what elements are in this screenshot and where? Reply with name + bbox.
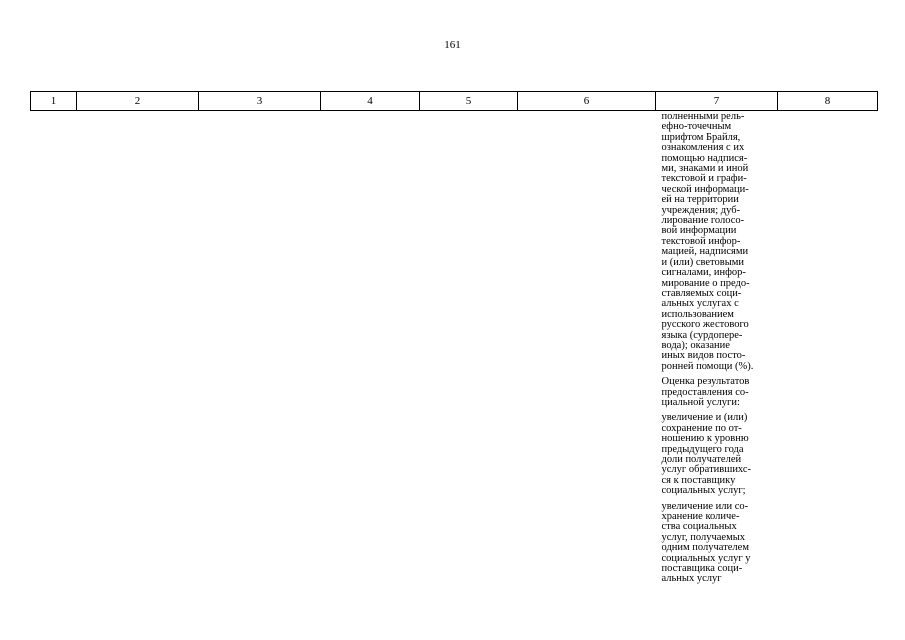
cell-col-4 — [321, 111, 420, 590]
text-line: иных видов посто- — [661, 350, 746, 362]
text-line: услуг обратившихс- — [661, 464, 752, 476]
column-header-6: 6 — [518, 92, 656, 111]
cell-col-3 — [199, 111, 321, 590]
text-line: вода); оказание — [661, 339, 730, 351]
cell-col-1 — [31, 111, 77, 590]
text-line: ческой информаци- — [661, 183, 749, 195]
text-line: поставщика соци- — [661, 563, 743, 575]
text-line: ся к поставщику — [661, 474, 736, 486]
cell-col-2 — [77, 111, 199, 590]
text-line: использованием — [661, 308, 734, 320]
text-line: ношению к уровню — [661, 433, 749, 445]
text-line: доли получателей — [661, 454, 742, 465]
text-line: русского жестового — [661, 319, 749, 331]
text-line: и (или) световыми — [661, 256, 745, 268]
cell-col-5 — [420, 111, 518, 590]
text-line: ства социальных — [661, 521, 737, 533]
text-line: помощью надпися- — [661, 152, 748, 164]
text-line: ознакомления с их — [661, 142, 745, 154]
text-line: языка (сурдопере- — [661, 329, 743, 341]
text-line: мацией, надписями — [661, 246, 749, 258]
text-line: лирование голосо- — [661, 215, 745, 227]
column-header-7: 7 — [656, 92, 778, 111]
column-7-paragraph — [662, 377, 776, 408]
page-number: 161 — [444, 39, 461, 51]
text-line: ми, знаками и иной — [661, 163, 749, 175]
text-line: предыдущего года — [661, 443, 744, 455]
text-line: альных услугах с — [661, 298, 739, 310]
text-line: социальных услуг; — [661, 485, 746, 497]
text-line: текстовой инфор- — [661, 235, 741, 247]
column-header-1: 1 — [31, 92, 77, 111]
text-line: увеличение и (или) — [661, 412, 748, 424]
text-line: одним получателем — [661, 542, 749, 554]
text-line: ставляемых соци- — [661, 287, 742, 299]
cell-col-8 — [778, 111, 878, 590]
text-line: полненными рель- — [661, 111, 745, 122]
text-line: увеличение или со- — [661, 500, 749, 512]
column-header-4: 4 — [321, 92, 420, 111]
text-line: социальных услуг у — [661, 552, 751, 564]
text-line: предоставления со- — [661, 386, 749, 398]
column-header-8: 8 — [778, 92, 878, 111]
cell-col-7 — [656, 111, 778, 590]
text-line: ей на территории — [661, 194, 739, 206]
text-line: ронней помощи (%). — [661, 360, 754, 372]
text-line: учреждения; дуб- — [661, 204, 741, 216]
document-table — [30, 91, 878, 590]
text-line: текстовой и графи- — [661, 173, 747, 185]
column-7-text — [656, 111, 778, 585]
text-line: циальной услуги: — [661, 396, 740, 408]
column-7-paragraph — [662, 112, 776, 372]
cell-col-6 — [518, 111, 656, 590]
text-line: вой информации — [661, 225, 737, 237]
text-line: мирование о предо- — [661, 277, 750, 289]
column-header-2: 2 — [77, 92, 199, 111]
column-number-row — [31, 92, 878, 111]
text-line: альных услуг — [661, 573, 722, 585]
text-line: сигналами, инфор- — [661, 267, 746, 279]
text-line: Оценка результатов — [661, 376, 750, 388]
column-7-paragraph — [662, 413, 776, 496]
text-line: шрифтом Брайля, — [661, 131, 741, 143]
text-line: ефно-точечным — [661, 121, 732, 133]
column-header-5: 5 — [420, 92, 518, 111]
text-line: хранение количе- — [661, 511, 740, 523]
column-7-paragraph — [662, 502, 776, 585]
text-line: сохранение по от- — [661, 422, 742, 434]
column-header-3: 3 — [199, 92, 321, 111]
text-line: услуг, получаемых — [661, 531, 746, 543]
table-row — [31, 111, 878, 590]
